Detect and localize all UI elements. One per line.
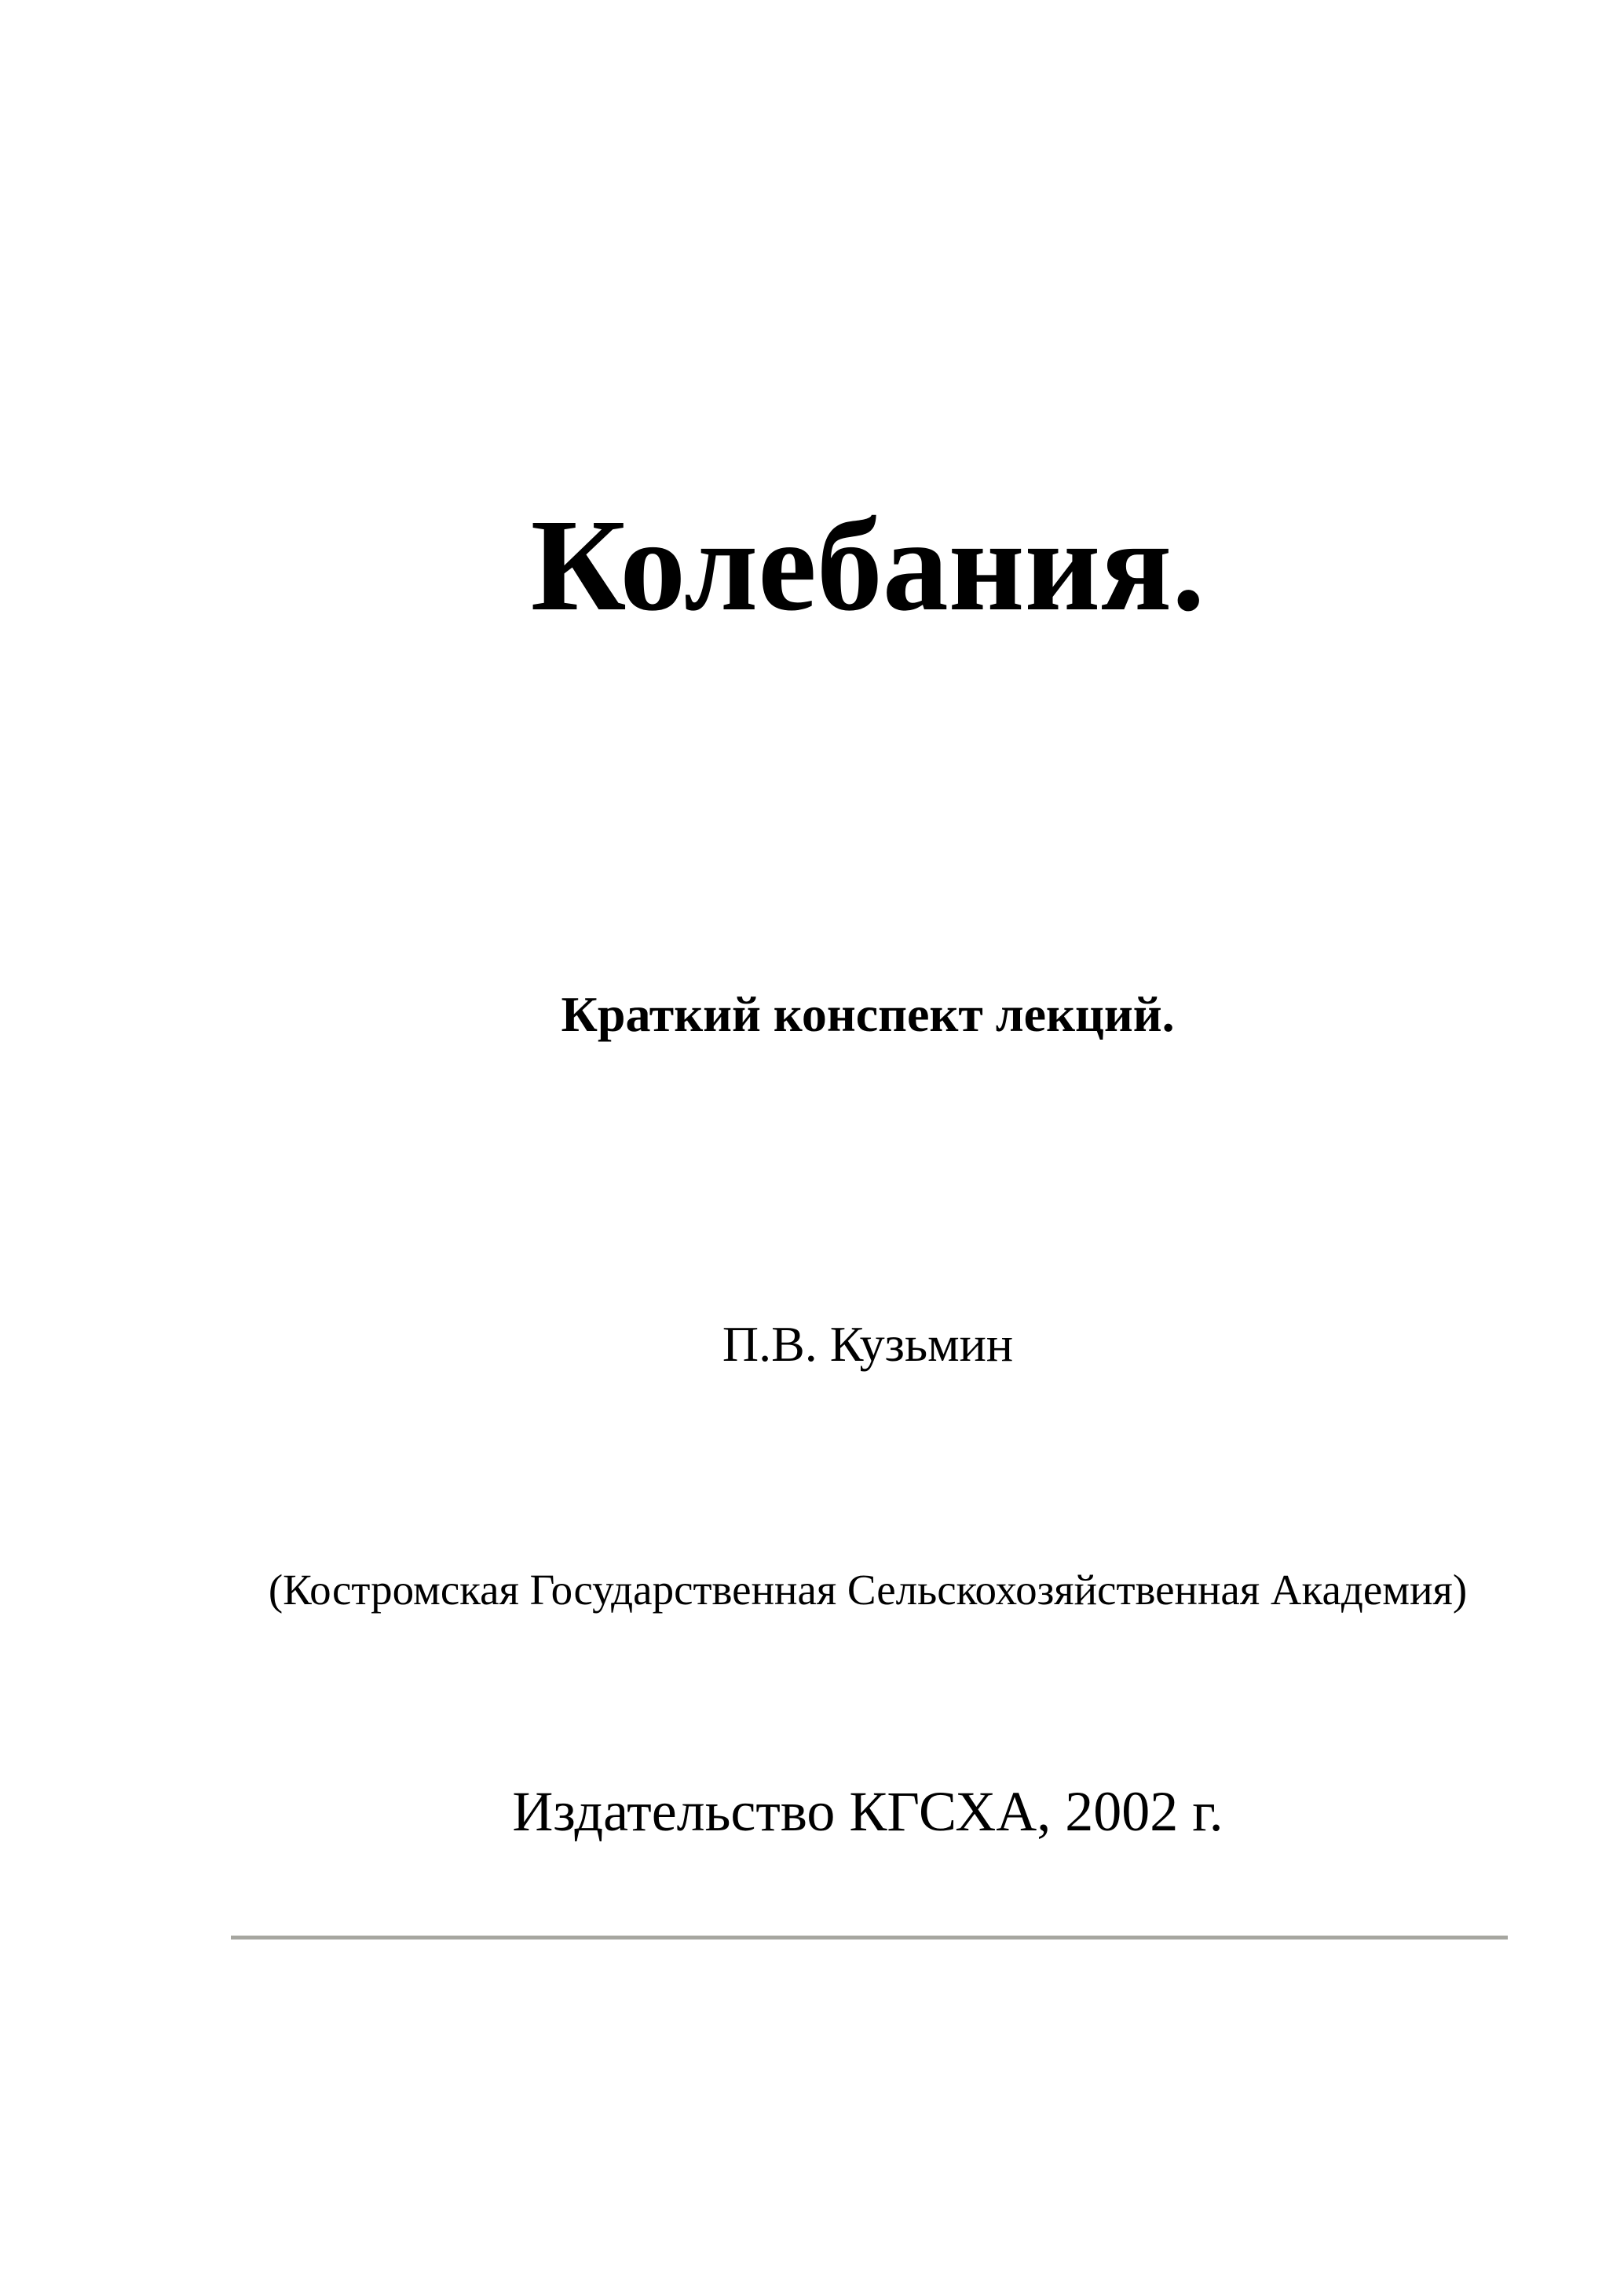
author-affiliation: (Костромская Государственная Сельскохозяйственная Академия) [268, 1566, 1468, 1614]
footer-divider [231, 1936, 1508, 1940]
document-subtitle: Краткий конспект лекций. [561, 986, 1175, 1042]
document-title: Колебания. [530, 492, 1205, 638]
author-name: П.В. Кузьмин [722, 1316, 1014, 1372]
publisher-line: Издательство КГСХА, 2002 г. [512, 1780, 1223, 1843]
